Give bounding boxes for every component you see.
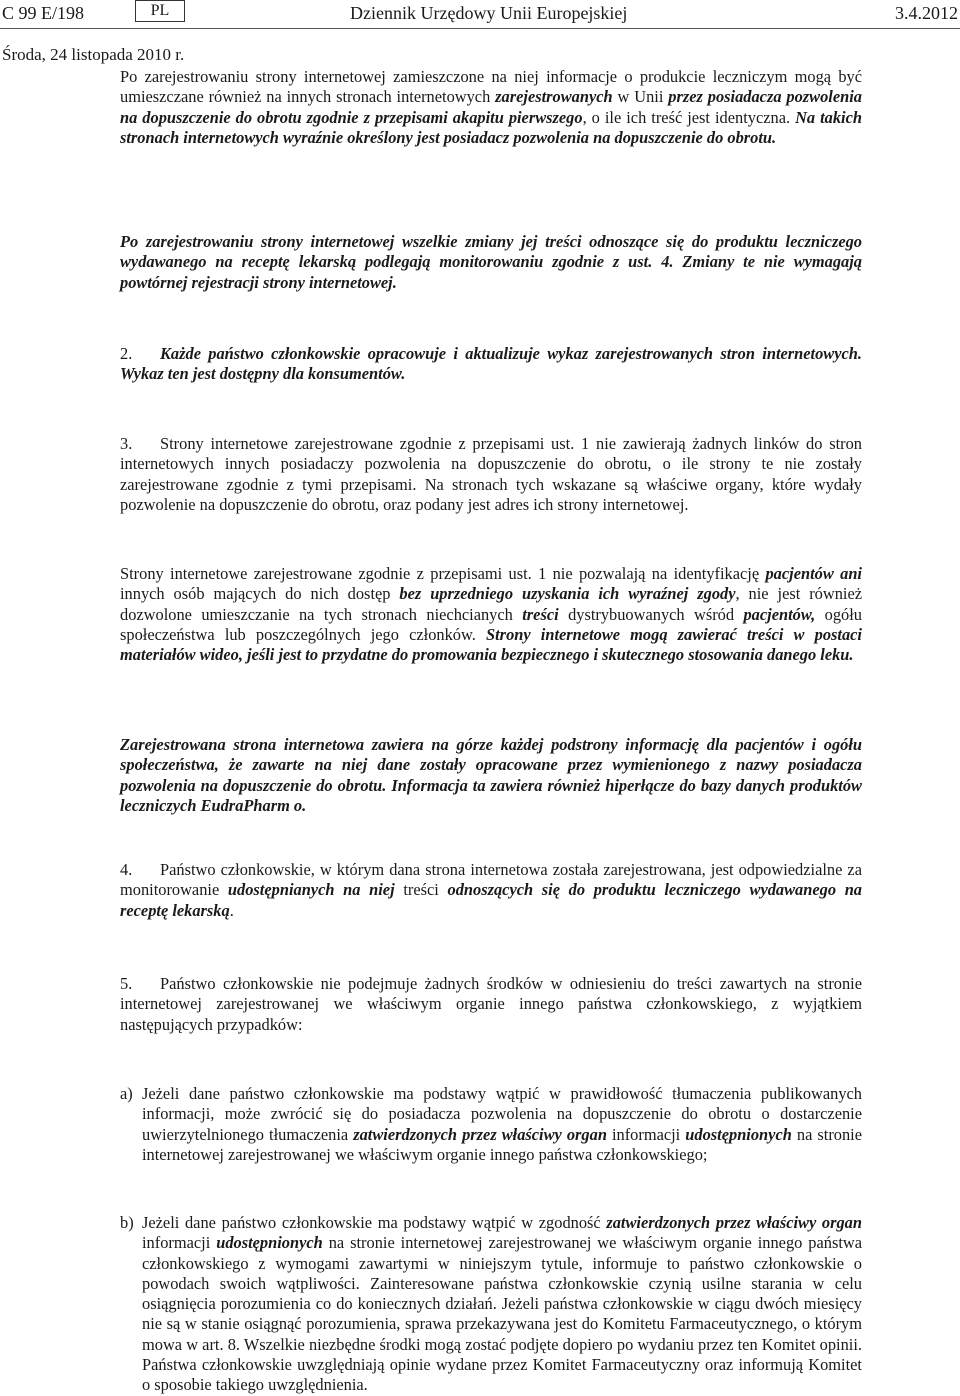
header-divider xyxy=(0,28,960,29)
item-a-text-c: informacji xyxy=(606,1124,686,1144)
p7-text-c: treści xyxy=(394,880,448,900)
p5-emphasis-j: Strony internetowe mogą zawierać treści w postaci materiałów wideo, jeśli jest to przydatne do promowania bezpiecznego i skutecznego stosowania danego leku. xyxy=(120,624,862,665)
item-a-emphasis-d: udostępnionych xyxy=(685,1124,792,1144)
p1-emphasis-f: Na takich stronach internetowych wyraźnie określony jest posiadacz pozwolenia na dopuszczenie do obrotu. xyxy=(120,107,862,147)
language-badge: PL xyxy=(135,0,185,22)
item-b-text-a: Jeżeli dane państwo członkowskie ma podstawy wątpić w zgodność xyxy=(142,1213,607,1232)
paragraph-6 xyxy=(120,735,862,816)
p5-text-a: Strony internetowe zarejestrowane zgodnie z przepisami ust. 1 nie pozwalają na identyfikację xyxy=(120,564,766,583)
p5-emphasis-f: treści xyxy=(522,604,559,624)
item-a-label: a) xyxy=(120,1084,133,1103)
p5-emphasis-h: pacjentów, xyxy=(743,604,816,624)
p7-emphasis-d: odnoszących się do produktu leczniczego wydawanego na receptę lekarską xyxy=(120,880,863,920)
item-b-text-e: na stronie internetowej zarejestrowanej we właściwym organie innego państwa członkowskiego z wymogami zawartymi w niniejszym tytule, informuje to państwo członkowskie o powodach swoich wątpliwości. Zainteresowane państwa członkowskie czynią usilne starania w celu osiągnięcia porozumienia co do koniecznych działań. Jeżeli państwa członkowskie w ciągu dwóch miesięcy nie są w stanie osiągnąć porozumienia, sprawa przekazywana jest do Komitetu Farmaceutycznego, o którym mowa w art. 8. Wszelkie niezbędne środki mogą zostać podjęte dopiero po wydaniu przez ten Komitet opinii. Państwa członkowskie uwzględniają opinie wydane przez Komitet Farmaceutyczny oraz informują Komitet o sposobie takiego uwzględnienia. xyxy=(142,1233,862,1395)
p1-emphasis-b: zarejestrowanych xyxy=(495,87,613,107)
list-item-b xyxy=(120,1213,862,1396)
p7-emphasis-b: udostępnianych na niej xyxy=(227,880,395,900)
sitting-date: Środa, 24 listopada 2010 r. xyxy=(2,45,185,64)
p5-emphasis-d: bez uprzedniego uzyskania ich wyraźnej zgody xyxy=(399,584,736,604)
journal-title: Dziennik Urzędowy Unii Europejskiej xyxy=(350,3,628,23)
p5-text-g: dystrybuowanych wśród xyxy=(558,604,744,624)
p7-text-e: . xyxy=(229,900,234,920)
item-b-label: b) xyxy=(120,1213,134,1232)
paragraph-2 xyxy=(120,232,862,293)
item-b-emphasis-d: udostępnionych xyxy=(216,1233,323,1253)
p2-text: Po zarejestrowaniu strony internetowej wszelkie zmiany jej treści odnoszące się do produktu leczniczego wydawanego na receptę lekarską podlegają monitorowaniu zgodnie z ust. 4. Zmiany te nie wymagają powtórnej rejestracji strony internetowej. xyxy=(120,232,862,292)
paragraph-8 xyxy=(120,974,862,1035)
p3-number: 2. xyxy=(120,344,133,363)
paragraph-7 xyxy=(120,860,862,921)
item-b-text-c: informacji xyxy=(142,1233,217,1253)
publication-date: 3.4.2012 xyxy=(895,3,958,23)
paragraph-4 xyxy=(120,434,862,515)
p5-text-i: ogółu społeczeństwa lub poszczególnych jego członków. xyxy=(120,604,862,644)
p8-text: Państwo członkowskie nie podejmuje żadnych środków w odniesieniu do treści zawartych na stronie internetowej zarejestrowanej we właściwym organie innego państwa członkowskiego, z wyjątkiem następujących przypadków: xyxy=(120,974,862,1034)
p7-text-a: Państwo członkowskie, w którym dana strona internetowa została zarejestrowana, jest odpowiedzialne za monitorowanie xyxy=(120,860,862,900)
item-b-emphasis-b: zatwierdzonych przez właściwy organ xyxy=(606,1213,862,1232)
item-a-text-a: Jeżeli dane państwo członkowskie ma podstawy wątpić w prawidłowość tłumaczenia publikowanych informacji, może zwrócić się do posiadacza pozwolenia na dopuszczenie do obrotu o dostarczenie uwierzytelnionego tłumaczenia xyxy=(142,1084,862,1144)
item-a-emphasis-b: zatwierdzonych przez właściwy organ xyxy=(353,1124,607,1144)
paragraph-3 xyxy=(120,344,862,385)
paragraph-1 xyxy=(120,67,862,148)
p8-number: 5. xyxy=(120,974,133,993)
p5-text-e: , nie jest również dozwolone umieszczanie na tych stronach niechcianych xyxy=(120,584,863,624)
item-a-text-e: na stronie internetowej zarejestrowanej we właściwym organie innego państwa członkowskiego; xyxy=(142,1124,862,1164)
p3-text: Każde państwo członkowskie opracowuje i aktualizuje wykaz zarejestrowanych stron internetowych. Wykaz ten jest dostępny dla konsumentów. xyxy=(120,344,862,384)
p1-text-a: Po zarejestrowaniu strony internetowej zamieszczone na niej informacje o produkcie leczniczym mogą być umieszczane również na innych stronach internetowych xyxy=(120,67,862,107)
p7-number: 4. xyxy=(120,860,133,879)
p1-text-c: w Unii xyxy=(612,87,669,107)
p5-emphasis-b: pacjentów ani xyxy=(765,564,862,583)
paragraph-5 xyxy=(120,564,862,665)
p5-text-c: innych osób mających do nich dostęp xyxy=(120,584,400,604)
p4-text: Strony internetowe zarejestrowane zgodnie z przepisami ust. 1 nie zawierają żadnych linków do stron internetowych innych posiadaczy pozwolenia na dopuszczenie do obrotu, o ile strony te nie zostały zarejestrowane zgodnie z tymi przepisami. Na stronach tych wskazane są właściwe organy, które wydały pozwolenie na dopuszczenie do obrotu, oraz podany jest adres ich strony internetowej. xyxy=(120,434,862,514)
p1-emphasis-d: przez posiadacza pozwolenia na dopuszczenie do obrotu zgodnie z przepisami akapitu pierwszego xyxy=(120,87,862,127)
list-item-a xyxy=(120,1084,862,1165)
p6-text: Zarejestrowana strona internetowa zawiera na górze każdej podstrony informację dla pacjentów i ogółu społeczeństwa, że zawarte na niej dane zostały opracowane przez wymienionego z nazwy posiadacza pozwolenia na dopuszczenie do obrotu. Informacja ta zawiera również hiperłącze do bazy danych produktów leczniczych EudraPharm o. xyxy=(120,735,862,815)
journal-reference: C 99 E/198 xyxy=(2,3,85,23)
p1-text-e: , o ile ich treść jest identyczna. xyxy=(582,107,796,127)
p4-number: 3. xyxy=(120,434,133,453)
page-header xyxy=(0,0,960,28)
